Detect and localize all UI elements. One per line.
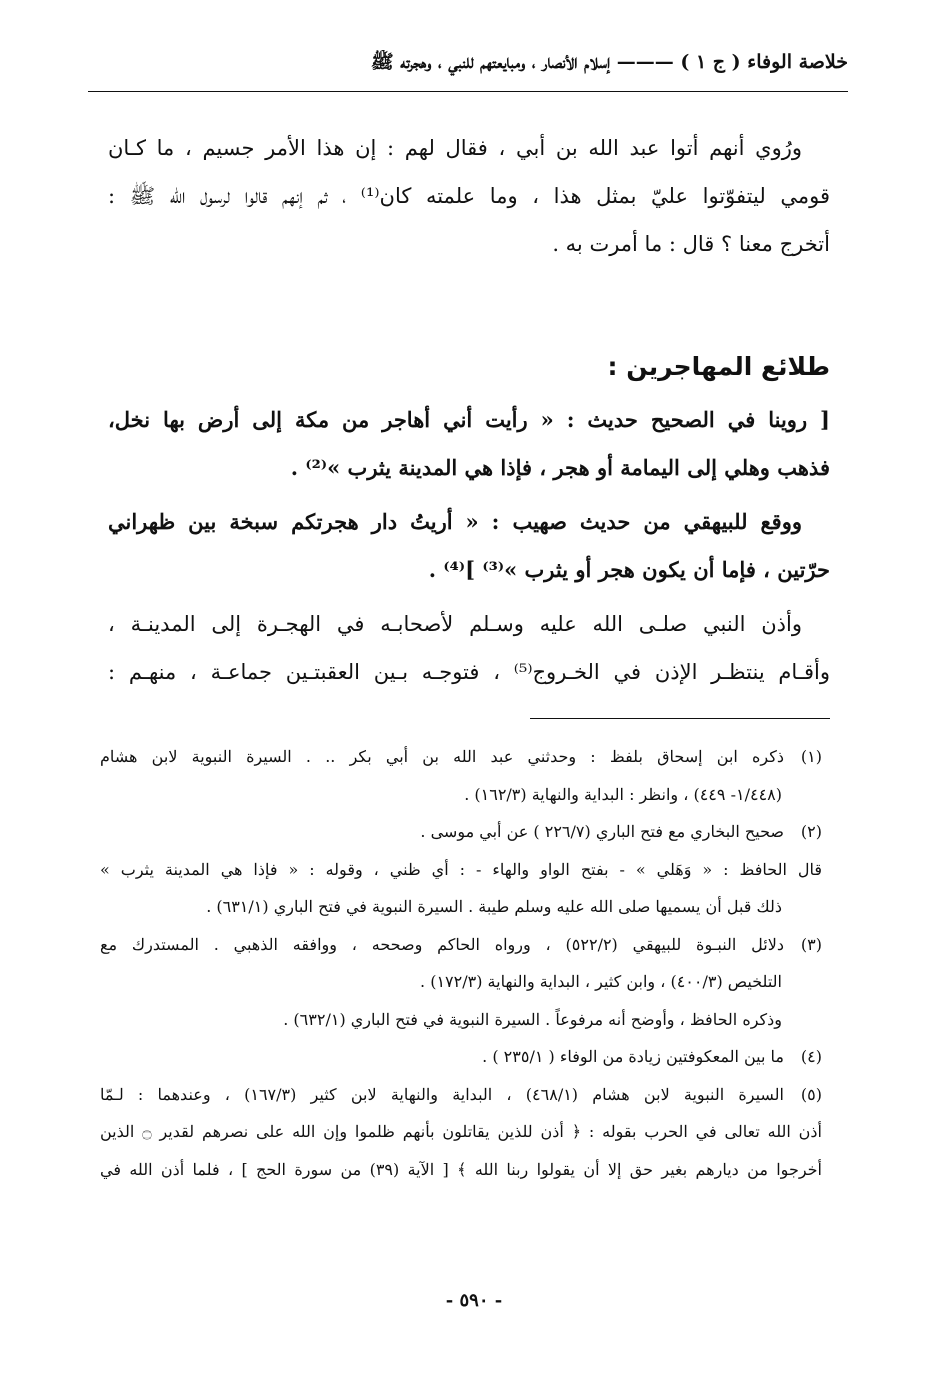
intro-line: ورُوي أنهم أتوا عبد الله بن أبي ، فقال لهم : إن هذا الأمر جسيم ، ما كـان bbox=[108, 136, 802, 160]
footnote-2-line: قال الحافظ : « وَهَلي » - بفتح الواو والهاء - : أي ظني ، وقوله : « فإذا هي المدينة يثرب » bbox=[100, 859, 822, 879]
footnote-text: صحيح البخاري مع فتح الباري (٢٢٦/٧ ) عن أبي موسى . bbox=[420, 822, 784, 841]
footnote-5-line: أخرجوا من ديارهم بغير حق إلا أن يقولوا ربنا الله ﴾ [ الآية (٣٩) من سورة الحج ] ، فلما أذن الله في bbox=[100, 1159, 822, 1179]
footnote-2-line bbox=[100, 813, 822, 851]
paragraph-line: حرّتين ، فإما أن يكون هجر أو يثرب »⁽³⁾ ]⁽⁴⁾ . bbox=[428, 557, 830, 582]
footnote-text: السيرة النبوية لابن هشام (٤٦٨/١) ، البداية والنهاية لابن كثير (١٦٧/٣) ، وعندهما : لـمّا bbox=[100, 1084, 785, 1104]
footnote-text: ذكره ابن إسحاق بلفظ : وحدثني عبد الله بن أبي بكر .. . السيرة النبوية لابن هشام bbox=[100, 747, 784, 766]
footnotes bbox=[100, 738, 822, 1188]
footnote-rule bbox=[530, 718, 830, 719]
footnote-3-line: وذكره الحافظ ، وأوضح أنه مرفوعاً . السيرة النبوية في فتح الباري (٦٣٢/١) . bbox=[283, 1009, 782, 1029]
footnote-number: (٤) bbox=[800, 1047, 822, 1066]
section-paragraph-1 bbox=[108, 396, 830, 492]
section-paragraph-2 bbox=[108, 498, 830, 594]
header-title: خلاصة الوفاء ( ج ١ ) ——— إسلام الأنصار ، ومبايعتهم للنبي ، وهجرته ﷺ bbox=[370, 51, 848, 73]
paragraph-line: وأذن النبي صلـى الله عليه وسـلم لأصحابـه في الهجـرة إلى المدينـة ، bbox=[108, 612, 802, 636]
footnote-1-line bbox=[100, 738, 822, 776]
footnote-5-line: أذن الله تعالى في الحرب بقوله : ﴿ أذن للذين يقاتلون بأنهم ظلموا وإن الله على نصرهم لقدير ۝ الذين bbox=[100, 1122, 822, 1141]
footnote-4-line bbox=[100, 1038, 822, 1076]
footnote-text: دلائل النبـوة للبيهقي (٥٢٢/٢) ، ورواه الحاكم وصححه ، ووافقه الذهبي . المستدرك مع bbox=[100, 934, 785, 954]
paragraph-line: [ روينا في الصحيح حديث : « رأيت أني أهاجر من مكة إلى أرض بها نخل، bbox=[108, 407, 830, 432]
paragraph-line: فذهب وهلي إلى اليمامة أو هجر ، فإذا هي المدينة يثرب »⁽²⁾ . bbox=[290, 455, 830, 480]
paragraph-line: وأقـام ينتظـر الإذن في الخـروج⁽⁵⁾ ، فتوجـه بـين العقبتـين جماعـة ، منهـم : bbox=[108, 660, 831, 684]
footnote-3-line: التلخيص (٤٠٠/٣) ، وابن كثير ، البداية والنهاية (١٧٢/٣) . bbox=[420, 972, 782, 991]
section-paragraph-3 bbox=[108, 600, 830, 696]
paragraph-line: ووقع للبيهقي من حديث صهيب : « أريتُ دار هجرتكم سبخة بين ظهراني bbox=[108, 509, 802, 534]
intro-paragraph bbox=[108, 124, 830, 268]
running-header bbox=[88, 44, 848, 96]
footnote-3-line bbox=[100, 926, 822, 964]
footnote-number: (٢) bbox=[800, 822, 822, 841]
footnote-number: (١) bbox=[800, 747, 822, 766]
footnote-1-line: (١/٤٤٨- ٤٤٩) ، وانظر : البداية والنهاية (١٦٢/٣) . bbox=[464, 784, 782, 804]
intro-line: أتخرج معنا ؟ قال : ما أمرت به . bbox=[552, 232, 830, 256]
footnote-number: (٥) bbox=[800, 1084, 822, 1104]
section-heading: طلائع المهاجرين : bbox=[607, 352, 830, 381]
footnote-2-line: ذلك قبل أن يسميها صلى الله عليه وسلم طيبة . السيرة النبوية في فتح الباري (٦٣١/١) . bbox=[206, 897, 782, 916]
footnote-number: (٣) bbox=[800, 934, 822, 954]
page-number: - ٥٩٠ - bbox=[445, 1290, 503, 1311]
intro-line: قومي ليتفوّتوا عليّ بمثل هذا ، وما علمته كان⁽¹⁾ ، ثم إنهم قالوا لرسول الله ﷺ : bbox=[108, 184, 830, 208]
footnote-text: ما بين المعكوفتين زيادة من الوفاء ( ٢٣٥/١ ) . bbox=[482, 1047, 784, 1066]
header-rule bbox=[88, 91, 848, 92]
footnote-5-line bbox=[100, 1076, 822, 1114]
